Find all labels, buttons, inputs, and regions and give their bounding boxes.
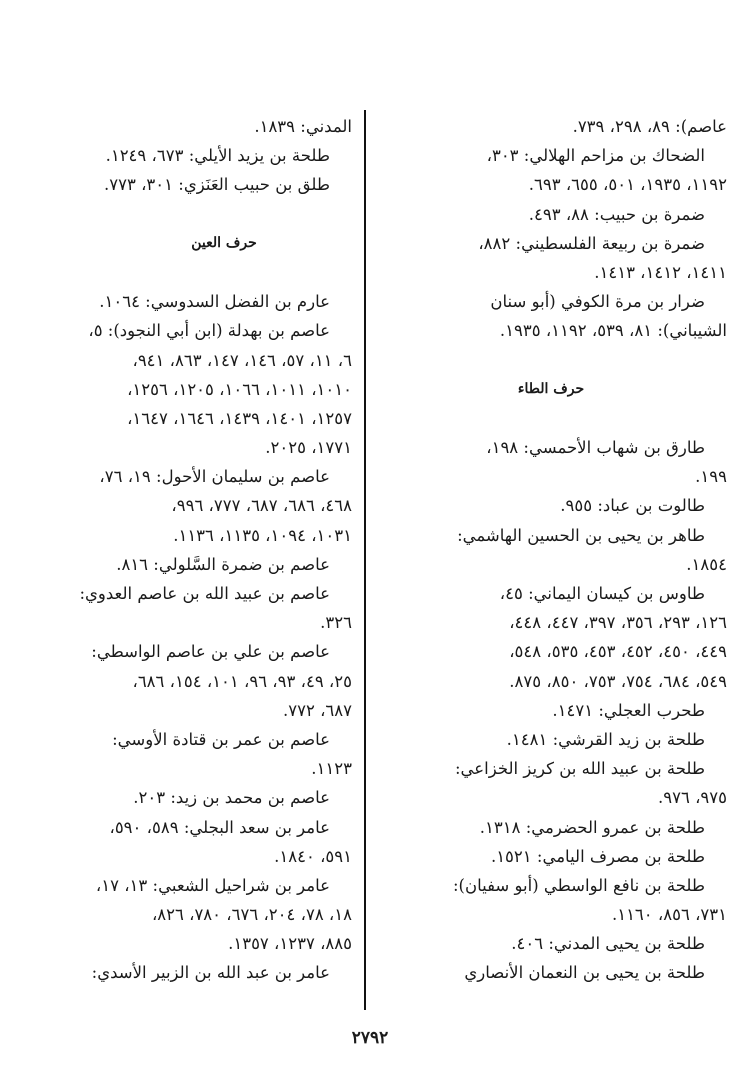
index-line: ٩٧٥، ٩٧٦.: [657, 788, 727, 808]
index-line: ٦، ١١، ٥٧، ١٤٦، ١٤٧، ٨٦٣، ٩٤١،: [132, 350, 352, 370]
right-column: [375, 112, 727, 988]
index-line: ٤٤٩، ٤٥٠، ٤٥٢، ٤٥٣، ٥٣٥، ٥٤٨،: [509, 642, 727, 662]
index-line: ١٧٧١، ٢٠٢٥.: [265, 438, 352, 458]
index-line: عامر بن سعد البجلي: ٥٨٩، ٥٩٠،: [109, 817, 330, 837]
index-line: عامر بن شراحيل الشعبي: ١٣، ١٧،: [95, 875, 330, 895]
index-line: عاصم بن محمد بن زيد: ٢٠٣.: [133, 788, 330, 808]
index-line: ضمرة بن حبيب: ٨٨، ٤٩٣.: [528, 204, 705, 224]
index-line: ١٢٦، ٢٩٣، ٣٥٦، ٣٩٧، ٤٤٧، ٤٤٨،: [509, 613, 727, 633]
index-line: طلق بن حبيب العَنَزي: ٣٠١، ٧٧٣.: [104, 175, 330, 195]
index-line: طلحة بن عمرو الحضرمي: ١٣١٨.: [479, 817, 705, 837]
index-line: ٤٦٨، ٦٨٦، ٦٨٧، ٧٧٧، ٩٩٦،: [171, 496, 352, 516]
index-line: طلحة بن زيد القرشي: ١٤٨١.: [506, 729, 705, 749]
index-line: طلحة بن يحيى بن النعمان الأنصاري: [464, 963, 705, 983]
index-line: عارم بن الفضل السدوسي: ١٠٦٤.: [99, 292, 330, 312]
index-line: طلحة بن عبيد الله بن كريز الخزاعي:: [454, 759, 705, 779]
index-line: عاصم بن سليمان الأحول: ١٩، ٧٦،: [99, 467, 330, 487]
index-line: ١٩٩.: [695, 467, 727, 487]
index-line: عاصم بن بهدلة (ابن أبي النجود): ٥،: [88, 321, 330, 341]
index-line: طاوس بن كيسان اليماني: ٤٥،: [499, 584, 705, 603]
index-line: طلحة بن يزيد الأيلي: ٦٧٣، ١٢٤٩.: [105, 146, 330, 166]
index-line: عاصم بن ضمرة السَّلولي: ٨١٦.: [116, 554, 330, 574]
index-line: ١١٢٣.: [311, 759, 352, 779]
section-heading-ain: حرف العين: [191, 234, 257, 251]
index-line: ١٠٣١، ١٠٩٤، ١١٣٥، ١١٣٦.: [173, 525, 352, 545]
index-line: عاصم): ٨٩، ٢٩٨، ٧٣٩.: [572, 117, 727, 136]
index-line: ٥٩١، ١٨٤٠.: [274, 846, 352, 866]
index-line: طاهر بن يحيى بن الحسين الهاشمي:: [457, 525, 705, 545]
index-line: ٣٢٦.: [320, 613, 352, 633]
page-number: ٢٧٩٢: [351, 1028, 389, 1048]
index-line: ضرار بن مرة الكوفي (أبو سنان: [490, 292, 705, 312]
index-line: ١٠١٠، ١٠١١، ١٠٦٦، ١٢٠٥، ١٢٥٦،: [127, 379, 352, 399]
index-line: طلحة بن مصرف اليامي: ١٥٢١.: [490, 846, 705, 866]
index-line: عاصم بن عبيد الله بن عاصم العدوي:: [79, 584, 330, 603]
index-line: طلحة بن نافع الواسطي (أبو سفيان):: [452, 875, 705, 895]
index-line: ٥٤٩، ٦٨٤، ٧٥٤، ٧٥٣، ٨٥٠، ٨٧٥.: [509, 671, 727, 691]
index-line: طلحة بن يحيى المدني: ٤٠٦.: [511, 934, 705, 954]
section-heading-ta: حرف الطاء: [517, 380, 585, 397]
index-line: ١١٩٢، ١٩٣٥، ٥٠١، ٦٥٥، ٦٩٣.: [528, 175, 727, 195]
index-line: المدني: ١٨٣٩.: [254, 117, 352, 136]
index-line: ٨٨٥، ١٢٣٧، ١٣٥٧.: [228, 934, 352, 954]
index-line: ٢٥، ٤٩، ٩٣، ٩٦، ١٠١، ١٥٤، ٦٨٦،: [132, 671, 352, 691]
index-line: ١٤١١، ١٤١٢، ١٤١٣.: [594, 262, 727, 282]
index-line: ٧٣١، ٨٥٦، ١١٦٠.: [611, 905, 727, 925]
index-line: عاصم بن علي بن عاصم الواسطي:: [91, 642, 330, 662]
index-line: عامر بن عبد الله بن الزبير الأسدي:: [91, 963, 330, 983]
left-column: [79, 112, 352, 988]
index-line: ضمرة بن ربيعة الفلسطيني: ٨٨٢،: [478, 233, 705, 253]
index-line: الضحاك بن مزاحم الهلالي: ٣٠٣،: [486, 146, 705, 166]
index-line: ١٨٥٤.: [686, 554, 727, 574]
index-line: طالوت بن عباد: ٩٥٥.: [560, 496, 705, 516]
index-line: ١٢٥٧، ١٤٠١، ١٤٣٩، ١٦٤٦، ١٦٤٧،: [127, 408, 352, 428]
index-line: ١٨، ٧٨، ٢٠٤، ٦٧٦، ٧٨٠، ٨٢٦،: [151, 905, 352, 925]
index-line: طارق بن شهاب الأحمسي: ١٩٨،: [486, 438, 705, 458]
column-divider: [364, 110, 366, 1010]
index-line: الشيباني): ٨١، ٥٣٩، ١١٩٢، ١٩٣٥.: [499, 321, 727, 341]
index-line: عاصم بن عمر بن قتادة الأوسي:: [112, 729, 330, 749]
index-line: ٦٨٧، ٧٧٢.: [282, 700, 352, 720]
index-line: طحرب العجلي: ١٤٧١.: [552, 700, 705, 720]
